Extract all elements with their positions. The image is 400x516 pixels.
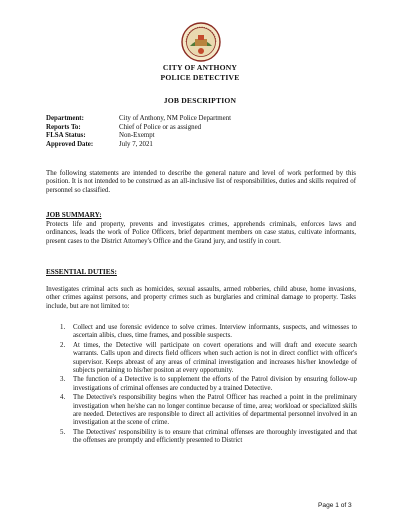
meta-label: Department:: [46, 115, 84, 122]
position-title: POLICE DETECTIVE: [160, 73, 240, 82]
document-type: JOB DESCRIPTION: [163, 96, 237, 105]
essential-duties-intro: Investigates criminal acts such as homicides, sexual assaults, armed robberies, child abuse, home invasions, other crimes against persons, and property crimes such as burglaries and criminal damage to property. Tasks include, but are not limited to:: [46, 286, 356, 310]
meta-label: FLSA Status:: [46, 132, 86, 140]
meta-value: Chief of Police or as assigned: [119, 123, 202, 131]
job-summary-heading: JOB SUMMARY:: [46, 211, 102, 219]
list-item-text: The function of a Detective is to supplement the efforts of the Patrol division by ensuring follow-up investigations of criminal offenses are conducted by a trained Detective.: [73, 376, 357, 392]
meta-value: City of Anthony, NM Police Department: [119, 115, 232, 122]
meta-value: July 7, 2021: [119, 140, 153, 148]
list-item: [60, 324, 357, 341]
list-item-number: 4.: [60, 394, 66, 402]
job-summary-text: Protects life and property, prevents and investigates crimes, apprehends criminals, enforces laws and ordinances, leads the work of Police Officers, brief department members on case status, cultivate informants, present cases to the District Attorney's Office and the Grand jury, and testify in court.: [46, 221, 356, 245]
city-name: CITY OF ANTHONY: [162, 63, 238, 72]
meta-value: Non-Exempt: [119, 132, 155, 140]
list-item: [60, 376, 357, 393]
intro-paragraph: The following statements are intended to describe the general nature and level of work performed by this position. It is not intended to be construed as an all-inclusive list of responsibilities, duties and skills required of personnel so classified.: [46, 170, 356, 194]
meta-row-reports-to: [46, 124, 231, 133]
meta-row-approved-date: [46, 141, 231, 150]
list-item-text: The Detective's responsibility begins when the Patrol Officer has reached a point in the preliminary investigation when he/she can no longer continue because of time, area; workload or specialized skills are needed. Detectives are responsible to direct all activities of departmental personnel involved in an investigation at the scene of crime.: [73, 394, 357, 427]
list-item-number: 1.: [60, 324, 66, 331]
page-number: Page 1 of 3: [318, 502, 352, 509]
list-item: [60, 429, 357, 446]
list-item: [60, 342, 357, 376]
duties-list: [60, 324, 357, 447]
list-item-text: At times, the Detective will participate on covert operations and will draft and execute search warrants. Calls upon and directs field officers when such action is not in direct conflict with officer's supervisor. Keeps abreast of any areas of criminal investigation and increases his/her knowledge of subjects pertaining to his/her positon at every opportunity.: [73, 341, 357, 375]
list-item-number: 3.: [60, 376, 66, 384]
essential-duties-heading: ESSENTIAL DUTIES:: [46, 268, 117, 276]
meta-label: Approved Date:: [46, 140, 94, 148]
list-item-text: The Detectives' responsibility is to ensure that criminal offenses are thoroughly investigated and that the offenses are promptly and efficiently presented to District: [73, 428, 357, 445]
list-item: [60, 394, 357, 428]
meta-row-flsa-status: [46, 132, 231, 141]
job-meta-table: [46, 115, 231, 149]
meta-label: Reports To:: [46, 123, 81, 131]
list-item-number: 5.: [60, 428, 66, 436]
city-seal-icon: [181, 22, 221, 62]
list-item-text: Collect and use forensic evidence to solve crimes. Interview informants, suspects, and witnesses to ascertain alibis, clues, time frames, and possible suspects.: [73, 324, 357, 340]
list-item-number: 2.: [60, 341, 66, 349]
meta-row-department: [46, 115, 231, 124]
